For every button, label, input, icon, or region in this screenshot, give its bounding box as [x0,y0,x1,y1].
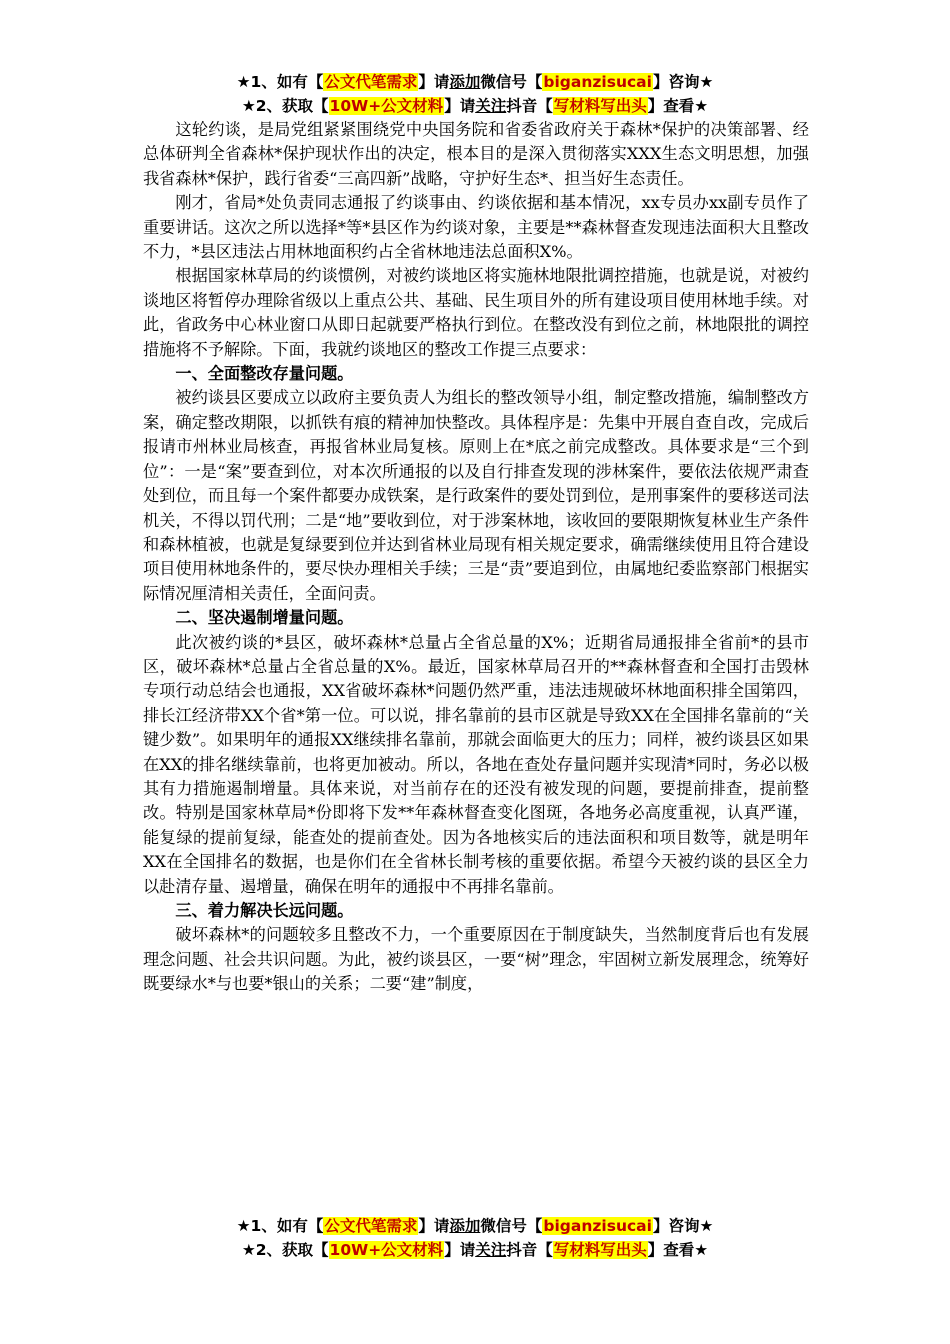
banner-text: 】请 [418,73,450,91]
header-banner [0,70,950,118]
paragraph: 此次被约谈的*县区，破坏森林*总量占全省总量的X%；近期省局通报排全省前*的县市区，破坏森林*总量占全省总量的X%。最近，国家林草局召开的**森林督查和全国打击毁林专项行动总结会也通报，XX省破坏森林*问题仍然严重，违法违规破坏林地面积排全国第四，排长江经济带XX个省*第一位。可以说，排名靠前的县市区就是导致XX在全国排名靠前的“关键少数”。如果明年的通报XX继续排名靠前，那就会面临更大的压力；同样，被约谈县区如果在XX的排名继续靠前，也将更加被动。所以，各地在查处存量问题并实现清*同时，务必以极其有力措施遏制增量。具体来说，对当前存在的还没有被发现的问题，要提前排查，提前整改。特别是国家林草局*份即将下发**年森林督查变化图斑，各地务必高度重视，认真严谨，能复绿的提前复绿，能查处的提前查处。因为各地核实后的违法面积和项目数等，就是明年XX在全国排名的数据，也是你们在全省林长制考核的重要依据。希望今天被约谈的县区全力以赴清存量、遏增量，确保在明年的通报中不再排名靠前。 [143,632,809,896]
banner-text: 】请 [444,97,476,115]
banner-text: 微信号【 [480,73,543,91]
section-heading-3: 三、着力解决长远问题。 [175,901,354,920]
highlight-materials: 10W+公文材料 [329,1241,444,1259]
banner-line-2 [0,1238,950,1262]
banner-line-2 [0,94,950,118]
banner-text: 抖音【 [506,97,553,115]
document-body [143,118,809,997]
highlight-wechat-id: biganzisucai [543,1217,652,1235]
banner-text: ★1、如有【 [236,1217,324,1235]
underlined-word: 添加 [449,73,481,91]
paragraph: 被约谈县区要成立以政府主要负责人为组长的整改领导小组，制定整改措施，编制整改方案，确定整改期限，以抓铁有痕的精神加快整改。具体程序是：先集中开展自查自改，完成后报请市州林业局核查，再报省林业局复核。原则上在*底之前完成整改。具体要求是“三个到位”：一是“案”要查到位，对本次所通报的以及自行排查发现的涉林案件，要依法依规严肃查处到位，而且每一个案件都要办成铁案，是行政案件的要处罚到位，是刑事案件的要移送司法机关，不得以罚代刑；二是“地”要收到位，对于涉案林地，该收回的要限期恢复林业生产条件和森林植被，也就是复绿要到位并达到省林业局现有相关规定要求，确需继续使用且符合建设项目使用林地条件的，要尽快办理相关手续；三是“责”要追到位，由属地纪委监察部门根据实际情况厘清相关责任，全面问责。 [143,388,809,603]
highlight-douyin-account: 写材料写出头 [553,97,647,115]
banner-text: 】请 [418,1217,450,1235]
underlined-word: 添加 [449,1217,481,1235]
paragraph: 破坏森林*的问题较多且整改不力，一个重要原因在于制度缺失，当然制度背后也有发展理念问题、社会共识问题。为此，被约谈县区，一要“树”理念，牢固树立新发展理念，统筹好既要绿水*与也要*银山的关系；二要“建”制度， [143,925,809,994]
paragraph: 刚才，省局*处负责同志通报了约谈事由、约谈依据和基本情况，xx专员办xx副专员作了重要讲话。这次之所以选择*等*县区作为约谈对象，主要是**森林督查发现违法面积大且整改不力，*县区违法占用林地面积约占全省林地违法总面积X%。 [143,193,809,262]
highlight-materials: 10W+公文材料 [329,97,444,115]
section-heading-1: 一、全面整改存量问题。 [175,364,354,384]
footer-banner [0,1214,950,1262]
banner-text: 微信号【 [480,1217,543,1235]
banner-text: ★2、获取【 [241,1241,329,1259]
highlight-service: 公文代笔需求 [324,73,418,91]
highlight-douyin-account: 写材料写出头 [553,1241,647,1259]
banner-text: 】查看★ [647,1241,709,1259]
banner-text: 】咨询★ [652,1217,714,1235]
paragraph: 根据国家林草局的约谈惯例，对被约谈地区将实施林地限批调控措施，也就是说，对被约谈地区将暂停办理除省级以上重点公共、基础、民生项目外的所有建设项目使用林地手续。对此，省政务中心林业窗口从即日起就要严格执行到位。在整改没有到位之前，林地限批的调控措施将不予解除。下面，我就约谈地区的整改工作提三点要求： [143,266,809,359]
underlined-word: 关注 [475,1241,507,1259]
highlight-service: 公文代笔需求 [324,1217,418,1235]
banner-text: 抖音【 [506,1241,553,1259]
banner-line-1 [0,70,950,94]
banner-text: ★2、获取【 [241,97,329,115]
banner-text: ★1、如有【 [236,73,324,91]
highlight-wechat-id: biganzisucai [543,73,652,91]
banner-line-1 [0,1214,950,1238]
section-heading-2: 二、坚决遏制增量问题。 [175,608,354,628]
underlined-word: 关注 [475,97,507,115]
banner-text: 】查看★ [647,97,709,115]
paragraph: 这轮约谈，是局党组紧紧围绕党中央国务院和省委省政府关于森林*保护的决策部署、经总体研判全省森林*保护现状作出的决定，根本目的是深入贯彻落实XXX生态文明思想，加强我省森林*保护，践行省委“三高四新”战略，守护好生态*、担当好生态责任。 [143,120,809,188]
banner-text: 】咨询★ [652,73,714,91]
banner-text: 】请 [444,1241,476,1259]
